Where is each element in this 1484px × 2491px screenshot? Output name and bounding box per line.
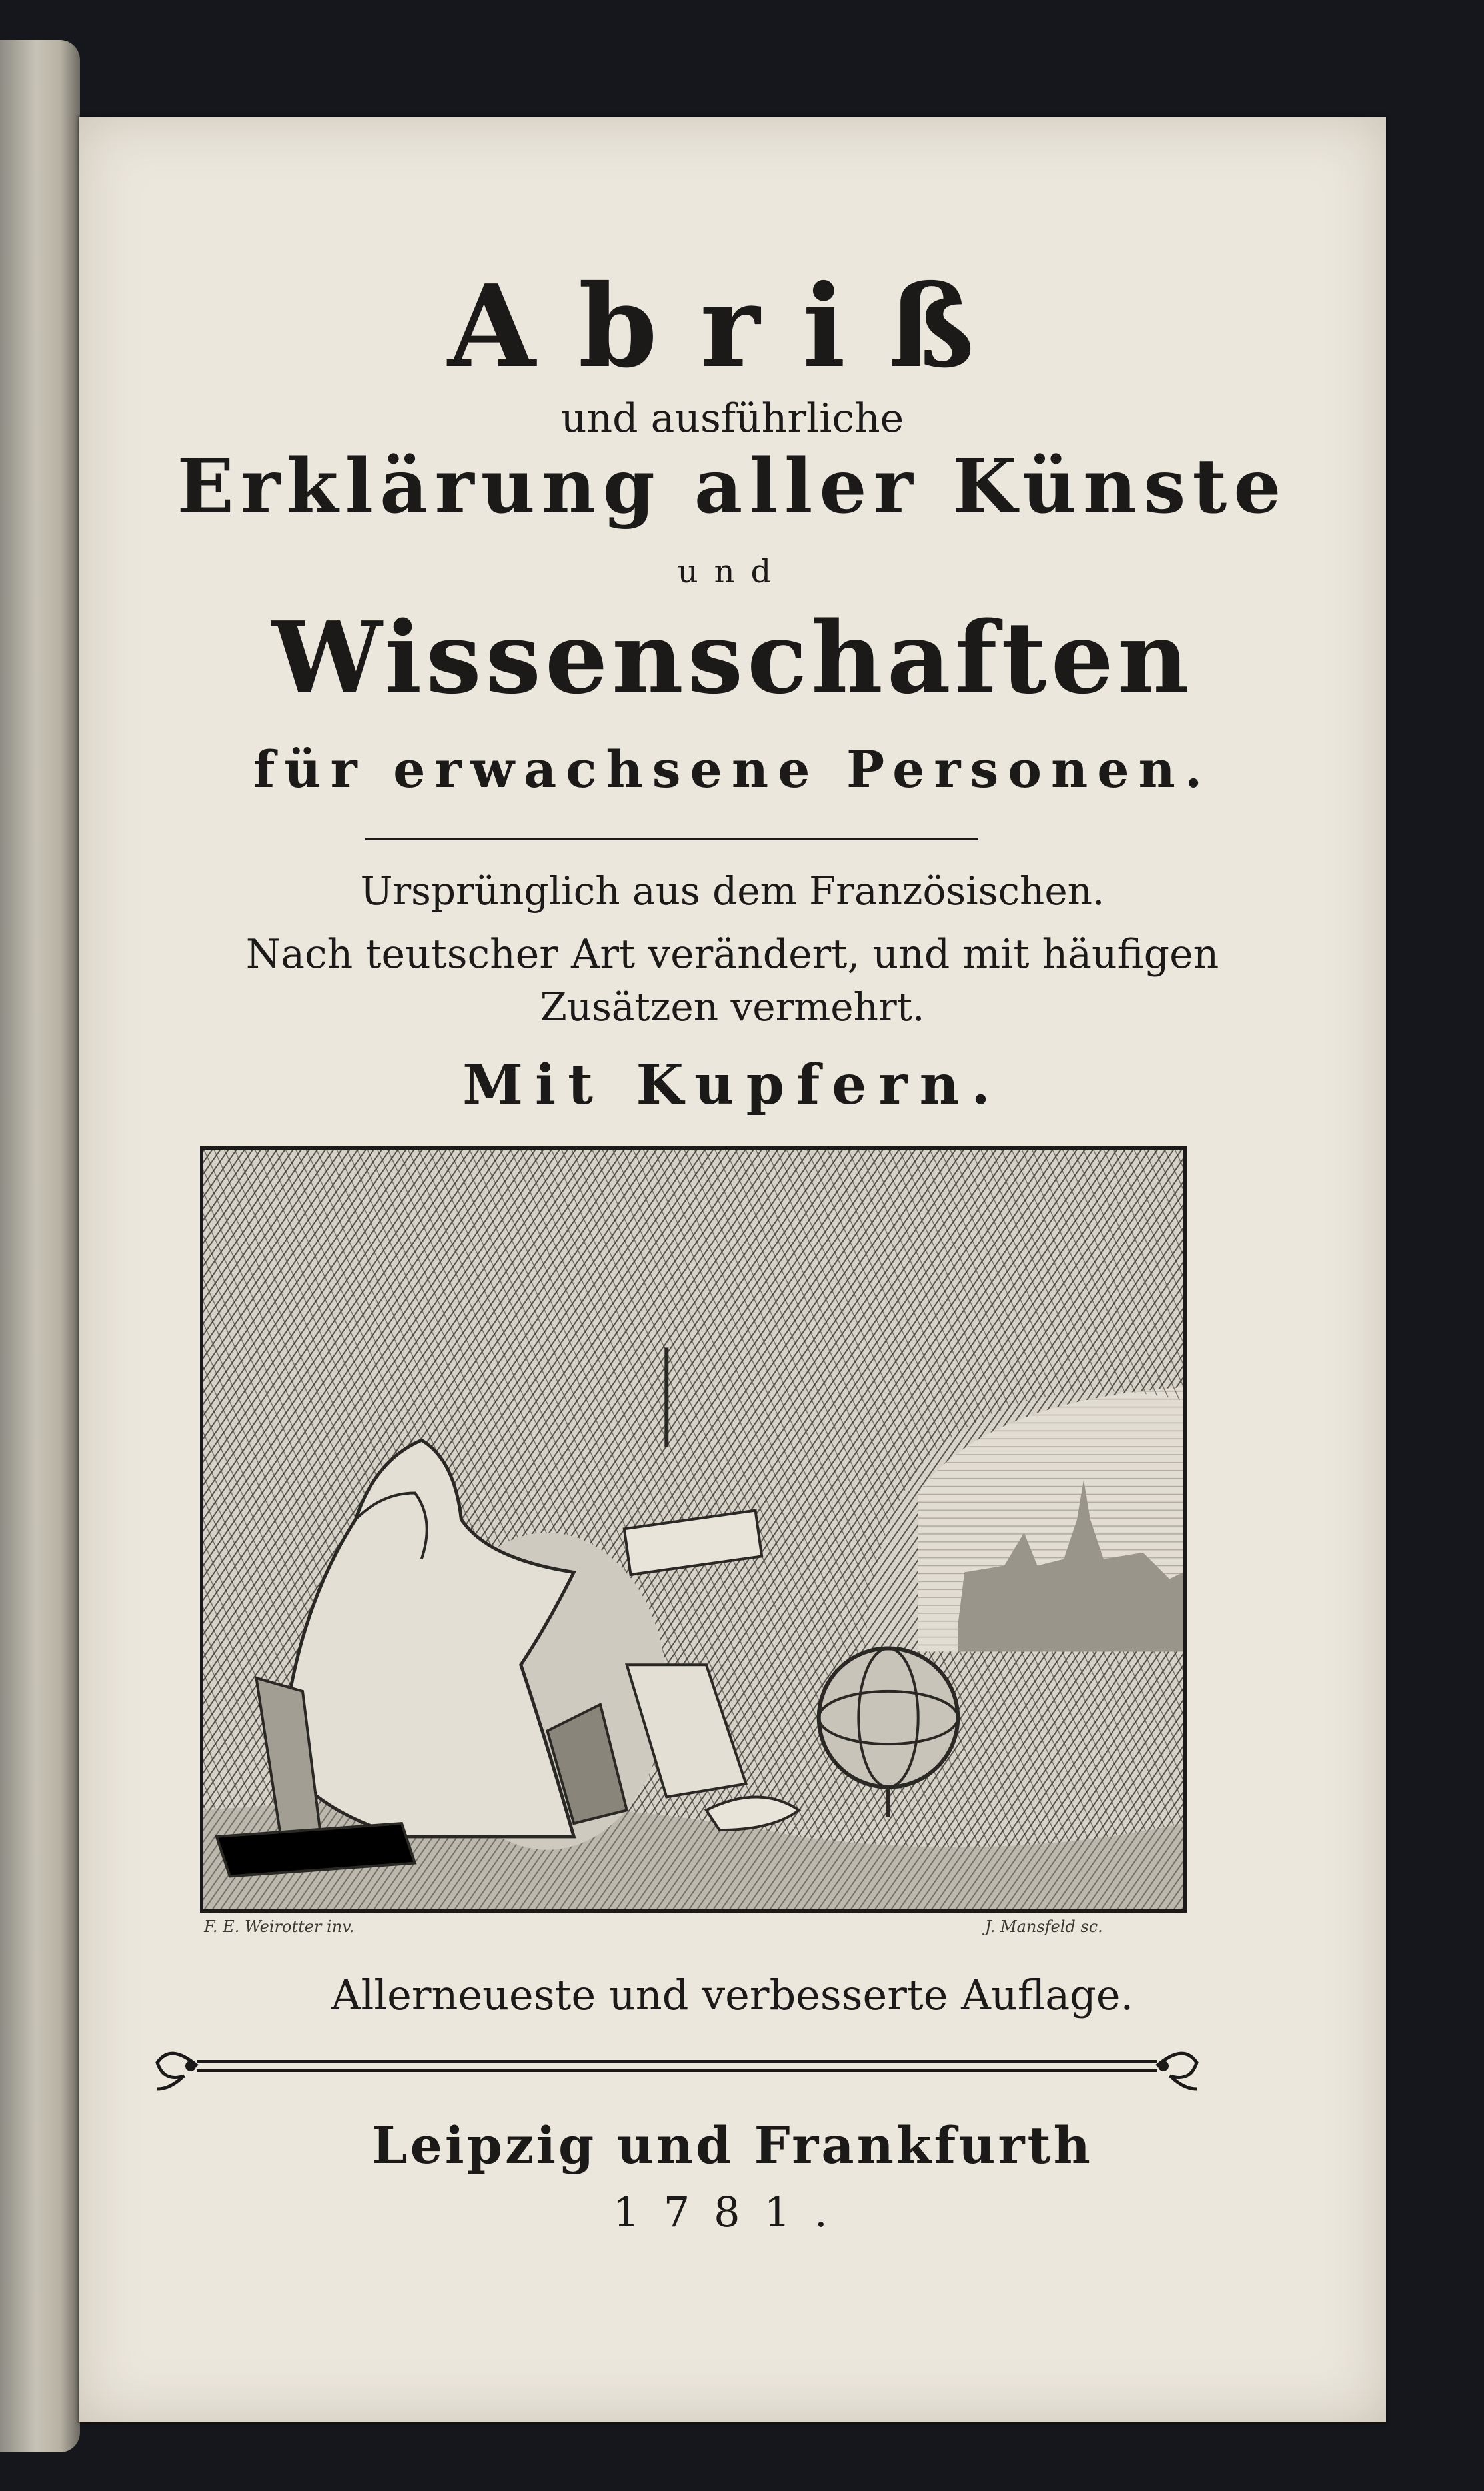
subtitle-line-1: und ausführliche — [560, 395, 904, 442]
modification-note-line-2: Zusätzen vermehrt. — [540, 984, 925, 1030]
origin-note: Ursprünglich aus dem Französischen. — [360, 868, 1105, 914]
plates-note: Mit Kupfern. — [462, 1053, 1002, 1117]
title-page — [79, 117, 1386, 2422]
subtitle-line-2: Erklärung aller Künste — [177, 443, 1288, 530]
engraving-credit-inventor: F. E. Weirotter inv. — [204, 1917, 355, 1936]
edition-statement: Allerneueste und verbesserte Auflage. — [331, 1971, 1134, 2019]
title-divider — [365, 838, 978, 840]
subtitle-line-4: Wissenschaften — [271, 600, 1193, 716]
subtitle-line-3: und — [677, 553, 788, 590]
engraving-scene — [203, 1150, 1183, 1909]
modification-note-line-1: Nach teutscher Art verändert, und mit häufigen — [245, 931, 1219, 978]
ornamental-rule-icon — [144, 2036, 1210, 2096]
imprint-year: 1781. — [613, 2188, 852, 2236]
imprint-place: Leipzig und Frankfurth — [372, 2116, 1093, 2175]
subtitle-line-5: für erwachsene Personen. — [253, 740, 1212, 799]
book-title: Abriß — [447, 260, 1018, 393]
engraving-credit-engraver: J. Mansfeld sc. — [985, 1917, 1103, 1936]
book-spine — [0, 40, 80, 2452]
frontispiece-engraving — [200, 1146, 1187, 1913]
